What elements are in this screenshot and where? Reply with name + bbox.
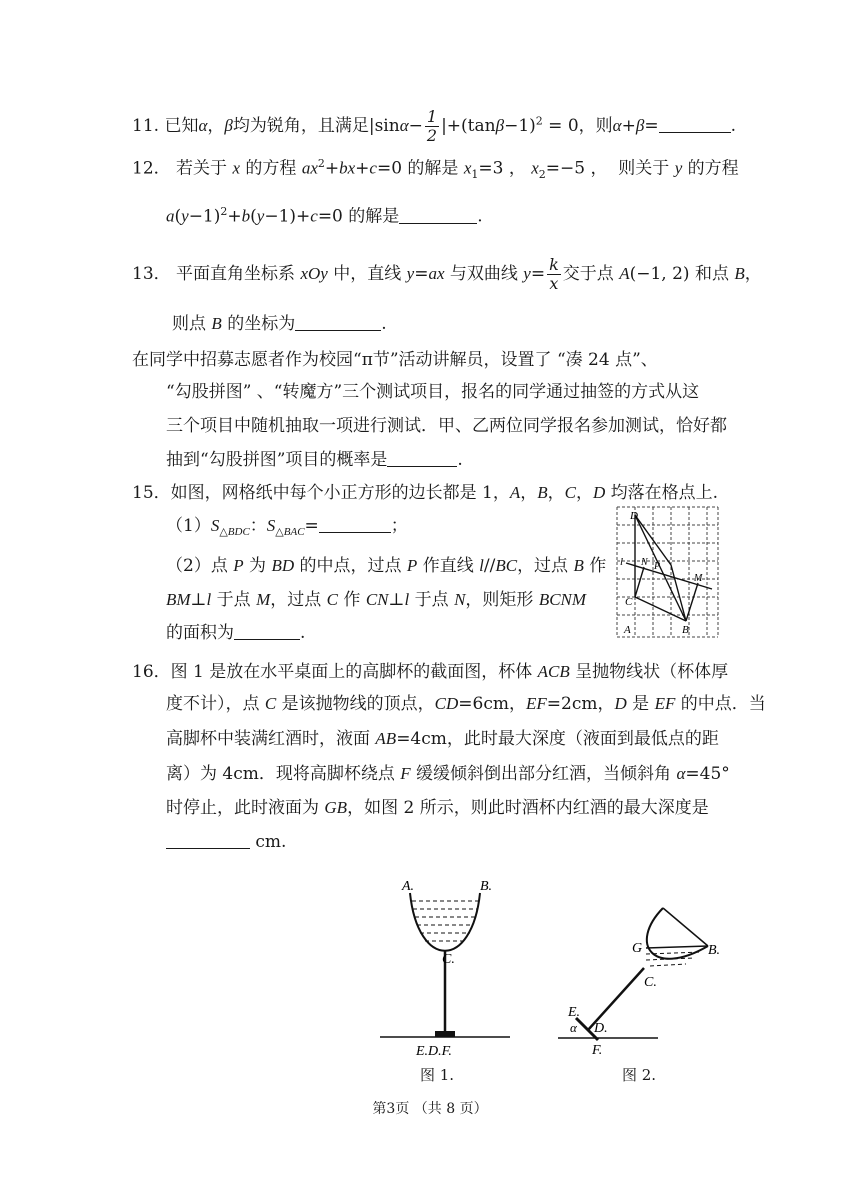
grid-label-N: N [641, 557, 648, 568]
question-16-line4: 离）为 4cm．现将高脚杯绕点 F 缓缓倾斜倒出部分红酒，当倾斜角 α=45° [166, 764, 730, 784]
question-11: 11. 已知α，β均为锐角，且满足|sinα− $\frac{1}{2}$ $|+(\tan\beta-1)^2 = 0$，则α+β= . [132, 107, 736, 145]
segment-cb [635, 597, 686, 621]
grid-label-B: B [682, 624, 689, 636]
grid-label-P: P [654, 561, 661, 572]
fig2-label-C: C. [644, 975, 657, 990]
question-12-line1: 12． 若关于 x 的方程 $ax^2+bx+c=0$ 的解是 $x_1=3$ ， $x_2=-5$ ， 则关于 y 的方程 [132, 157, 739, 182]
page-footer: 第3页 （共 8 页） [372, 1101, 488, 1117]
figure-1-goblet [370, 875, 530, 1065]
question-14-line4: 抽到“勾股拼图”项目的概率是 . [166, 450, 463, 470]
question-15-line1: 15．如图，网格纸中每个小正方形的边长都是 1，A，B，C，D 均落在格点上. [132, 483, 719, 503]
grid-label-l: l [620, 556, 624, 568]
fig1-label-EDF: E.D.F. [416, 1044, 452, 1059]
question-15-sub2-line3: 的面积为 . [166, 623, 306, 643]
question-14-line2: “勾股拼图” 、“转魔方”三个测试项目，报名的同学通过抽签的方式从这 [166, 382, 700, 402]
question-16-line2: 度不计），点 C 是该抛物线的顶点，CD=6cm，EF=2cm，D 是 EF 的中点．当 [166, 694, 766, 714]
question-14-line3: 三个项目中随机抽取一项进行测试．甲、乙两位同学报名参加测试，恰好都 [166, 416, 727, 436]
question-number: 11. [132, 116, 160, 136]
question-15-sub2-line1: （2）点 P 为 BD 的中点，过点 P 作直线 l//BC，过点 B 作 [166, 556, 607, 576]
fig1-label-B: B. [480, 879, 493, 894]
grid-label-D: D [630, 510, 638, 522]
figure-2-tilted-goblet [558, 900, 738, 1060]
question-16-line1: 16．图 1 是放在水平桌面上的高脚杯的截面图，杯体 ACB 呈抛物线状（杯体厚 [132, 662, 729, 682]
grid-label-A: A [624, 624, 631, 636]
fig2-label-B: B. [708, 943, 721, 958]
question-15-sub1: $(1)S_{\triangle BDC}$：$S_{\triangle BAC}=$ ； [166, 516, 408, 539]
question-13-line1: 13． 平面直角坐标系 xOy 中，直线 y=ax 与双曲线 y= $\frac{k}{x}$ 交于点 A(−1, 2) 和点 B， [132, 255, 762, 293]
fig2-label-D: D. [594, 1021, 608, 1036]
grid-label-M: M [694, 573, 703, 584]
question-16-line5: 时停止，此时液面为 GB，如图 2 所示，则此时酒杯内红酒的最大深度是 [166, 798, 709, 818]
question-16-line3: 高脚杯中装满红酒时，液面 AB=4cm，此时最大深度（液面到最低点的距 [166, 729, 719, 749]
fig2-label-alpha: α [570, 1020, 577, 1035]
question-12-line2: $a(y-1)^2+b(y-1)+c=0$ 的解是 . [166, 205, 483, 227]
question-13-line2: 则点 B 的坐标为 . [172, 314, 387, 334]
grid-label-C: C [625, 596, 633, 608]
fig2-label-E: E. [568, 1005, 581, 1020]
grid-figure [614, 505, 722, 639]
figure-1-caption: 图 1. [420, 1066, 455, 1084]
fig2-label-G: G [632, 941, 643, 956]
question-14-line1: 在同学中招募志愿者作为校园“π节”活动讲解员，设置了 “凑 24 点”、 [132, 350, 658, 370]
figure-2-caption: 图 2. [622, 1066, 657, 1084]
fig2-label-F: F. [592, 1043, 603, 1058]
question-16-line6: cm. [166, 830, 286, 854]
fig1-label-A: A. [402, 879, 415, 894]
fig1-label-C: C. [442, 952, 455, 967]
question-15-sub2-line2: BM⊥l 于点 M，过点 C 作 CN⊥l 于点 N，则矩形 BCNM [166, 590, 587, 610]
